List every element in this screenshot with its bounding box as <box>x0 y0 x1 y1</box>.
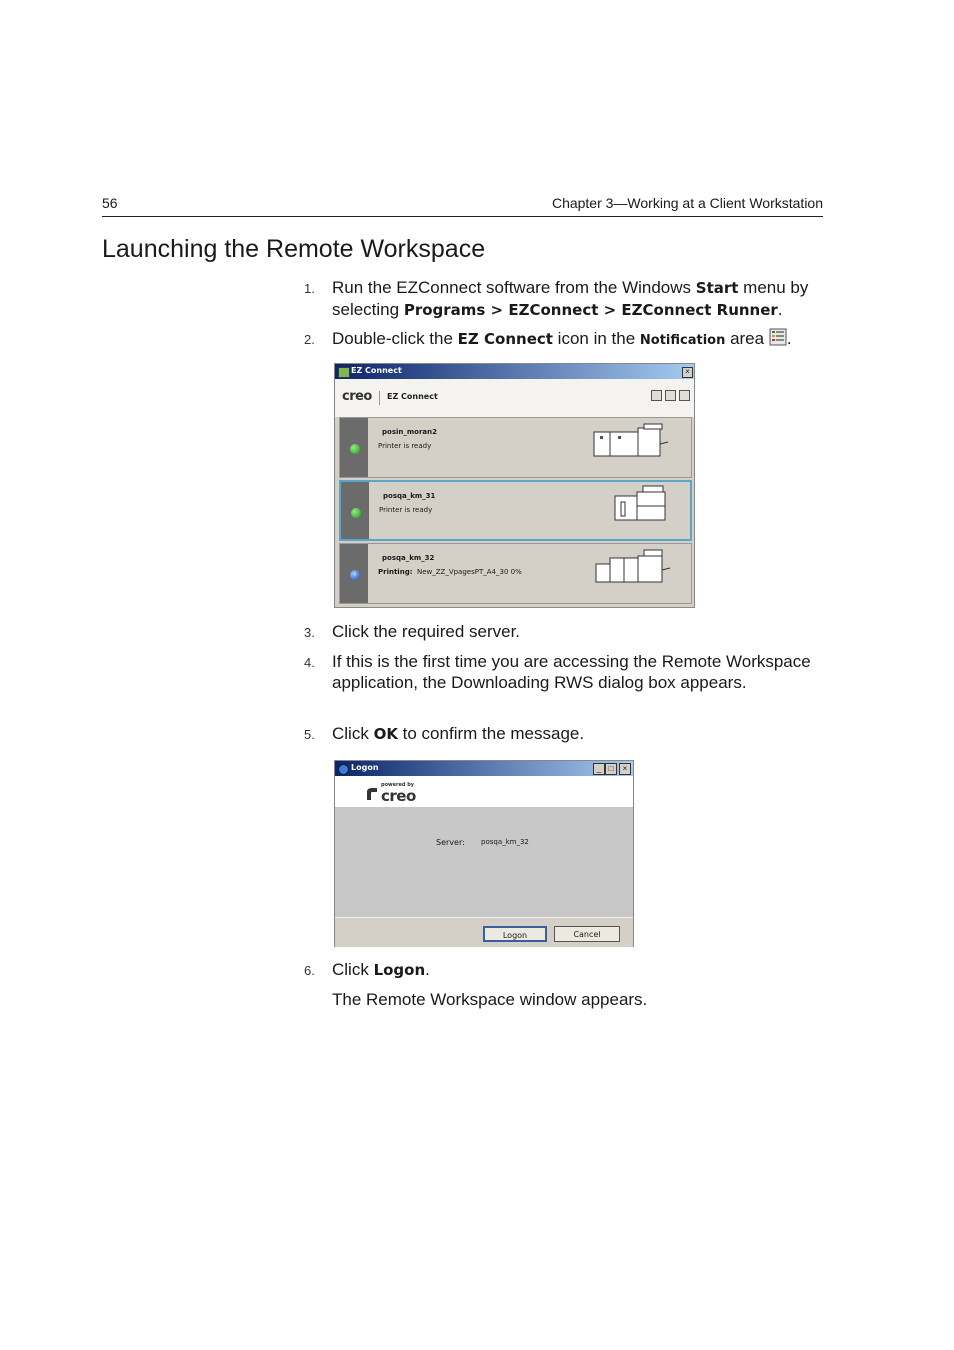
ready-status-icon <box>351 508 361 518</box>
logon-body <box>335 807 633 917</box>
logon-header <box>335 776 633 807</box>
logon-window <box>334 760 634 947</box>
step-number: 1. <box>304 281 315 296</box>
step-number: 3. <box>304 625 315 640</box>
step-number: 6. <box>304 963 315 978</box>
ez-connect-window <box>334 363 695 608</box>
server-status: Printing: New_ZZ_VpagesPT_A4_30 0% <box>378 568 522 576</box>
step-number: 4. <box>304 655 315 670</box>
printer-icon <box>590 422 670 458</box>
server-row[interactable] <box>339 543 692 604</box>
step-text: If this is the first time you are accessing the Remote Workspace application, the Downloading RWS dialog box appears. <box>332 652 811 692</box>
section-title: Launching the Remote Workspace <box>102 235 486 263</box>
window-title: EZ Connect <box>351 366 402 375</box>
ez-connect-tray-icon <box>769 328 787 346</box>
step-text: Click OK to confirm the message. <box>332 724 585 743</box>
step-text: Run the EZConnect software from the Windows Start menu by selecting Programs > EZConnect > EZConnect Runner. <box>332 278 809 319</box>
close-button[interactable]: × <box>619 763 631 775</box>
creo-mark-icon <box>365 786 379 802</box>
server-row[interactable] <box>339 480 692 541</box>
close-button[interactable]: × <box>682 367 693 378</box>
printer-icon[interactable] <box>651 390 662 401</box>
server-name: posqa_km_32 <box>382 554 435 562</box>
server-name: posin_moran2 <box>382 428 438 436</box>
ready-status-icon <box>350 444 360 454</box>
creo-logo: creo <box>342 389 372 404</box>
server-name: posqa_km_31 <box>383 492 436 500</box>
divider <box>379 391 380 405</box>
server-value: posqa_km_32 <box>481 838 529 846</box>
button-bar <box>335 917 633 947</box>
closing-text: The Remote Workspace window appears. <box>332 990 648 1009</box>
maximize-button[interactable]: □ <box>605 763 617 775</box>
logon-button[interactable]: Logon <box>483 926 547 942</box>
minimize-button[interactable]: _ <box>593 763 605 775</box>
app-icon <box>338 367 350 378</box>
app-icon <box>338 764 349 775</box>
printing-status-icon: › <box>350 570 360 580</box>
powered-by-label: powered by <box>381 782 415 788</box>
page-number: 56 <box>102 195 118 211</box>
printer-icon <box>613 484 673 522</box>
title-bar <box>335 364 694 379</box>
printer-icon <box>594 548 672 584</box>
step-number: 5. <box>304 727 315 742</box>
server-row[interactable] <box>339 417 692 478</box>
window-title: Logon <box>351 763 379 772</box>
help-icon[interactable] <box>679 390 690 401</box>
app-name: EZ Connect <box>387 392 438 401</box>
server-label: Server: <box>436 838 465 847</box>
server-status: Printer is ready <box>379 506 433 514</box>
step-text: Double-click the EZ Connect icon in the Notification area . <box>332 329 792 348</box>
ez-header <box>335 379 694 417</box>
step-number: 2. <box>304 332 315 347</box>
search-icon[interactable] <box>665 390 676 401</box>
step-text: Click Logon. <box>332 960 430 979</box>
step-text: Click the required server. <box>332 622 521 641</box>
cancel-button[interactable]: Cancel <box>554 926 620 942</box>
server-status: Printer is ready <box>378 442 432 450</box>
chapter-header: Chapter 3—Working at a Client Workstation <box>551 195 823 211</box>
header-rule <box>102 216 823 217</box>
creo-logo: creo <box>381 787 416 805</box>
title-bar <box>335 761 633 776</box>
